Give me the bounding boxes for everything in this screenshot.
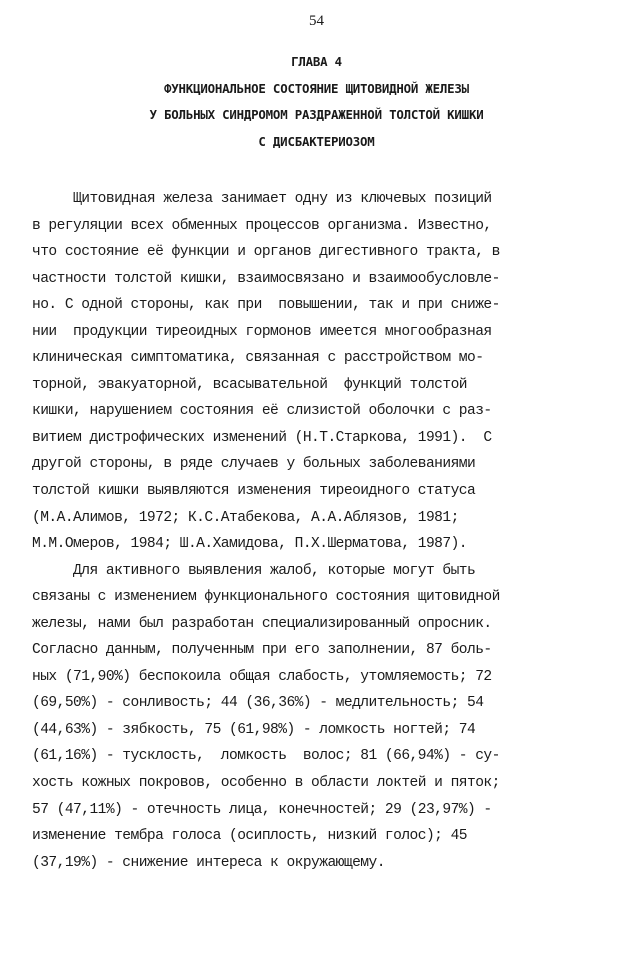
- chapter-title-line: ФУНКЦИОНАЛЬНОЕ СОСТОЯНИЕ ЩИТОВИДНОЙ ЖЕЛЕЗЫ: [164, 80, 469, 96]
- page-number: 54: [309, 13, 324, 29]
- text-line: изменение тембра голоса (осиплость, низкий голос); 45: [32, 828, 468, 845]
- chapter-title-line: С ДИСБАКТЕРИОЗОМ: [258, 133, 375, 149]
- text-line: Щитовидная железа занимает одну из ключевых позиций: [32, 191, 492, 207]
- text-line: что состояние её функции и органов дигестивного тракта, в: [32, 244, 500, 261]
- text-line: толстой кишки выявляются изменения тиреоидного статуса: [32, 483, 476, 500]
- text-line: М.М.Омеров, 1984; Ш.А.Хамидова, П.Х.Шерматова, 1987).: [32, 536, 468, 553]
- text-line: Для активного выявления жалоб, которые могут быть: [32, 562, 476, 579]
- text-line: кишки, нарушением состояния её слизистой оболочки с раз-: [32, 403, 492, 420]
- text-line: 57 (47,11%) - отечность лица, конечностей; 29 (23,97%) -: [32, 801, 492, 818]
- text-line: частности толстой кишки, взаимосвязано и взаимообусловле-: [32, 270, 500, 287]
- text-line: (61,16%) - тусклость, ломкость волос; 81 (66,94%) - су-: [32, 748, 500, 765]
- text-line: ных (71,90%) беспокоила общая слабость, утомляемость; 72: [32, 668, 492, 685]
- text-line: железы, нами был разработан специализированный опросник.: [32, 615, 492, 632]
- chapter-heading: [0, 49, 633, 155]
- text-line: в регуляции всех обменных процессов организма. Известно,: [32, 217, 492, 234]
- text-line: хость кожных покровов, особенно в области локтей и пяток;: [32, 775, 500, 792]
- text-line: другой стороны, в ряде случаев у больных заболеваниями: [32, 456, 476, 473]
- text-line: нии продукции тиреоидных гормонов имеется многообразная: [32, 323, 492, 340]
- chapter-title-line: У БОЛЬНЫХ СИНДРОМОМ РАЗДРАЖЕННОЙ ТОЛСТОЙ КИШКИ: [149, 107, 484, 122]
- text-line: Согласно данным, полученным при его заполнении, 87 боль-: [32, 642, 492, 659]
- text-line: (37,19%) - снижение интереса к окружающему.: [32, 854, 385, 871]
- text-line: (44,63%) - зябкость, 75 (61,98%) - ломкость ногтей; 74: [32, 721, 476, 738]
- text-line: (М.А.Алимов, 1972; К.С.Атабекова, А.А.Аблязов, 1981;: [32, 509, 459, 526]
- text-line: витием дистрофических изменений (Н.Т.Старкова, 1991). С: [32, 429, 492, 446]
- text-line: (69,50%) - сонливость; 44 (36,36%) - медлительность; 54: [32, 695, 484, 712]
- body-text: [32, 186, 602, 876]
- text-line: торной, эвакуаторной, всасывательной функций толстой: [32, 376, 468, 393]
- chapter-number: ГЛАВА 4: [291, 54, 342, 69]
- text-line: связаны с изменением функционального состояния щитовидной: [32, 589, 500, 606]
- text-line: но. С одной стороны, как при повышении, так и при сниже-: [32, 297, 500, 314]
- text-line: клиническая симптоматика, связанная с расстройством мо-: [32, 350, 484, 367]
